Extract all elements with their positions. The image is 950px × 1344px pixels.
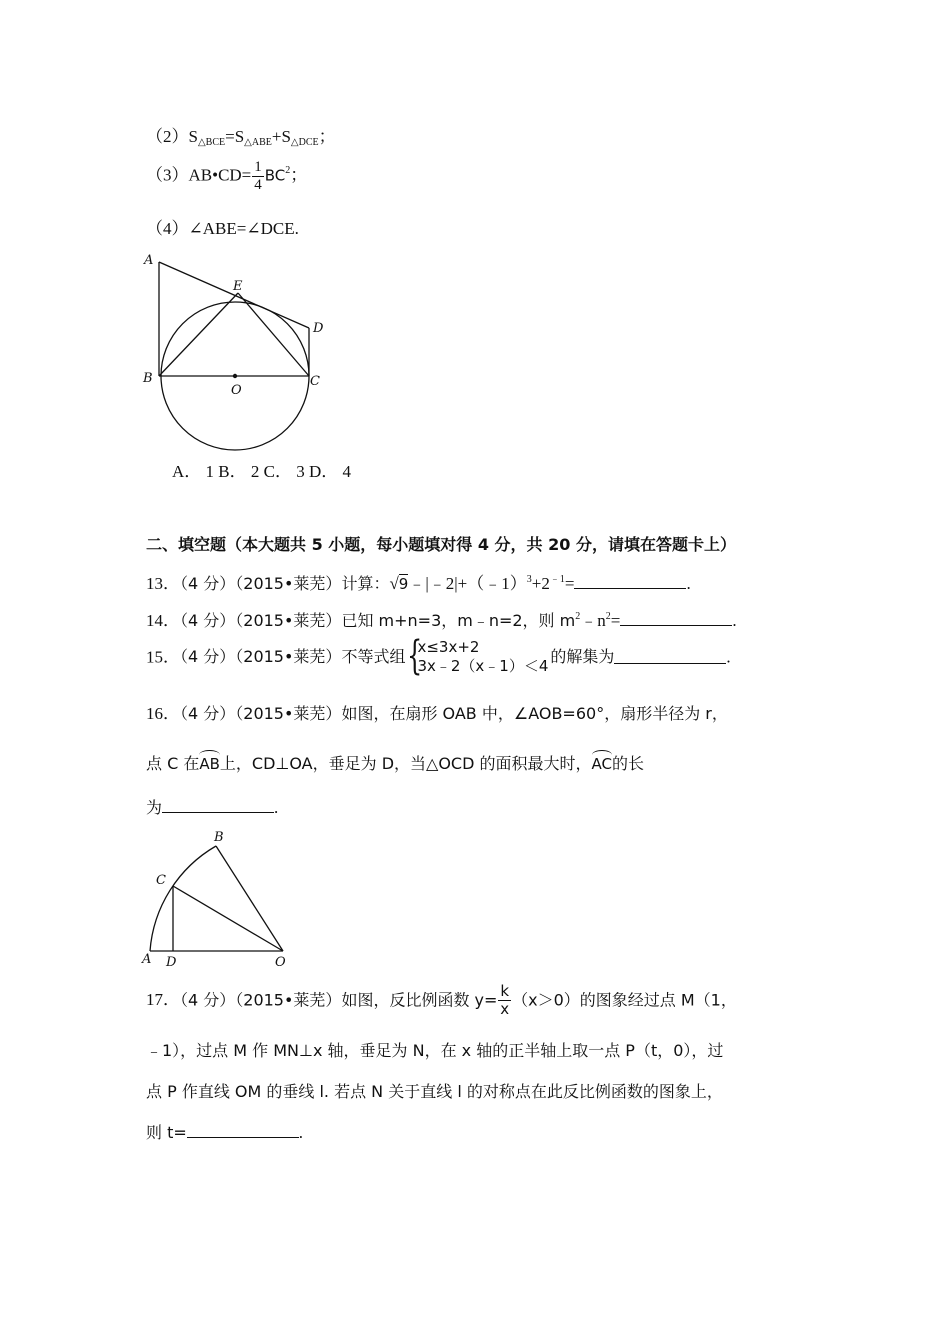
label-b: B bbox=[214, 830, 224, 845]
question-17-line4: 则 t= . bbox=[146, 1123, 304, 1142]
question-16-line2: 点 C 在AB上，CD⊥OA，垂足为 D，当△OCD 的面积最大时，AC的长 bbox=[146, 754, 644, 773]
sqrt-sign: √ bbox=[389, 574, 399, 593]
question-17-line1: 17．（4 分）（2015•莱芜）如图，反比例函数 y= $\frac{k}{x}$ （x＞0）的图象经过点 M（1， bbox=[146, 982, 737, 1018]
answer-blank[interactable] bbox=[614, 649, 726, 664]
label-e: E bbox=[233, 279, 243, 294]
tangent-ad bbox=[159, 262, 309, 328]
item-2: （2）S△BCE=S△ABE+S△DCE； bbox=[146, 127, 336, 148]
question-14: 14．（4 分）（2015•莱芜）已知 m+n=3，m﹣n=2，则 $m^2﹣n^2=$ . bbox=[146, 611, 737, 630]
label-c: C bbox=[310, 374, 320, 389]
segment-oc bbox=[173, 886, 283, 951]
label-b: B bbox=[143, 371, 153, 386]
label-o: O bbox=[231, 383, 242, 398]
fraction-k-over-x: $\frac{k}{x}$ bbox=[500, 982, 510, 1018]
question-15: 15．（4 分）（2015•莱芜）不等式组 { x≤3x+2 3x﹣2（x﹣1）＜4 的解集为 . bbox=[146, 633, 731, 679]
question-13: 13．（4 分）（2015•莱芜）计算：$√9﹣|﹣2|+(﹣1)^3+2^{﹣1}=$ . bbox=[146, 574, 691, 593]
item-3: （3）AB•CD= $\frac{1}{4}$ $BC^2$； bbox=[146, 159, 308, 193]
answer-options: A． 1 B． 2 C． 3 D． 4 bbox=[172, 462, 351, 481]
circle-tangent-figure bbox=[138, 248, 338, 458]
label-o: O bbox=[275, 955, 286, 970]
segment-ob bbox=[216, 846, 283, 951]
center-point bbox=[233, 374, 237, 378]
segment-be bbox=[159, 293, 238, 376]
answer-blank[interactable] bbox=[187, 1123, 299, 1138]
sector-lines bbox=[150, 846, 283, 951]
brace: { bbox=[407, 633, 423, 679]
item-4: （4）∠ABE=∠DCE. bbox=[146, 219, 299, 238]
question-17-line3: 点 P 作直线 OM 的垂线 l. 若点 N 关于直线 l 的对称点在此反比例函数的图象上， bbox=[146, 1082, 723, 1101]
label-a: A bbox=[142, 952, 152, 967]
question-16-line3: 为 . bbox=[146, 798, 279, 817]
fraction: $\frac{1}{4}$ bbox=[254, 159, 262, 193]
label-d: D bbox=[166, 955, 177, 970]
label-d: D bbox=[313, 321, 324, 336]
inequality-system: { x≤3x+2 3x﹣2（x﹣1）＜4 bbox=[407, 633, 549, 679]
question-17-line2: ﹣1），过点 M 作 MN⊥x 轴，垂足为 N，在 x 轴的正半轴上取一点 P（t，0），过 bbox=[146, 1041, 724, 1060]
answer-blank[interactable] bbox=[574, 574, 686, 589]
sector-figure bbox=[138, 826, 298, 970]
arc-ac: AC bbox=[591, 755, 612, 773]
segment-ec bbox=[238, 293, 309, 376]
section-heading: 二、填空题（本大题共 5 小题，每小题填对得 4 分，共 20 分，请填在答题卡上） bbox=[146, 535, 736, 554]
answer-blank[interactable] bbox=[162, 798, 274, 813]
arc-ab-curve bbox=[150, 846, 216, 951]
label-a: A bbox=[144, 253, 154, 268]
answer-blank[interactable] bbox=[620, 611, 732, 626]
label-c: C bbox=[156, 873, 166, 888]
arc-ab: AB bbox=[199, 755, 220, 773]
question-16-line1: 16．（4 分）（2015•莱芜）如图，在扇形 OAB 中，∠AOB=60°，扇形半径为 r， bbox=[146, 704, 728, 723]
